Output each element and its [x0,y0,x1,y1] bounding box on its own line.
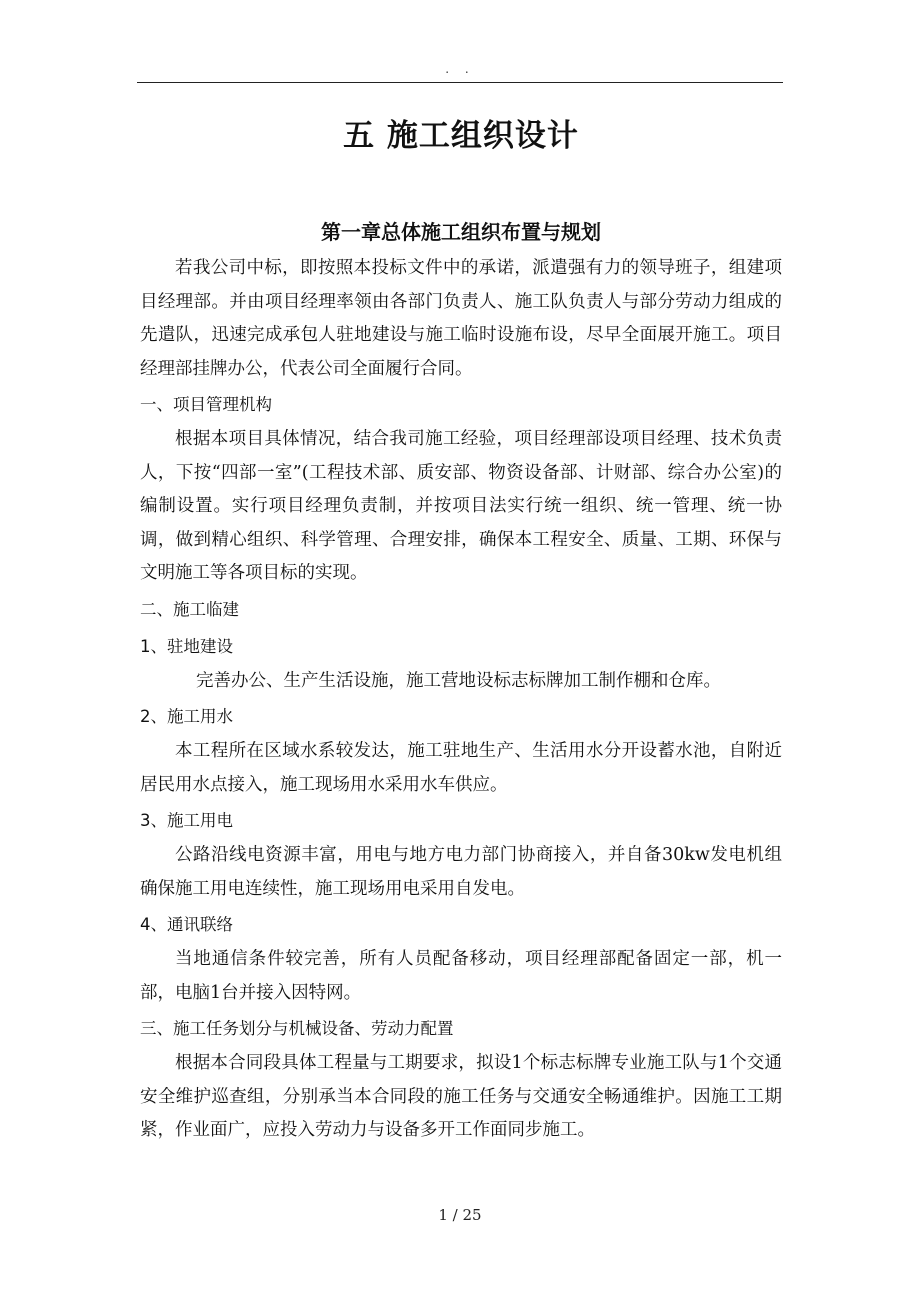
water-paragraph: 本工程所在区域水系较发达，施工驻地生产、生活用水分开设蓄水池，自附近居民用水点接入，施工现场用水采用水车供应。 [140,741,782,795]
document-body [140,110,782,1148]
header-rule [137,82,783,83]
document-title: 五 施工组织设计 [343,118,579,154]
header-mark: . . [445,62,475,76]
communication-paragraph: 当地通信条件较完善，所有人员配备移动，项目经理部配备固定一部，机一部，电脑1台并接入因特网。 [140,949,782,1003]
camp-paragraph: 完善办公、生产生活设施，施工营地设标志标牌加工制作棚和仓库。 [196,670,721,691]
section-heading-temporary-works: 二、施工临建 [140,599,239,619]
section-heading-management: 一、项目管理机构 [140,395,272,414]
task-allocation-paragraph: 根据本合同段具体工程量与工期要求，拟设1个标志标牌专业施工队与1个交通安全维护巡查组，分别承当本合同段的施工任务与交通安全畅通维护。因施工工期紧，作业面广，应投入劳动力与设备多开工作面同步施工。 [140,1053,782,1140]
subheading-water: 2、施工用水 [140,707,233,726]
chapter-title: 第一章总体施工组织布置与规划 [321,220,601,244]
management-paragraph: 根据本项目具体情况，结合我司施工经验，项目经理部设项目经理、技术负责人，下按“四部一室”(工程技术部、质安部、物资设备部、计财部、综合办公室)的编制设置。实行项目经理负责制，并按项目法实行统一组织、统一管理、统一协调，做到精心组织、科学管理、合理安排，确保本工程安全、质量、工期、环保与文明施工等各项目标的实现。 [140,429,782,583]
subheading-power: 3、施工用电 [140,811,233,830]
subheading-communication: 4、通讯联络 [140,915,233,934]
subheading-camp: 1、驻地建设 [140,636,233,656]
intro-paragraph: 若我公司中标，即按照本投标文件中的承诺，派遣强有力的领导班子，组建项目经理部。并由项目经理率领由各部门负责人、施工队负责人与部分劳动力组成的先遣队，迅速完成承包人驻地建设与施工临时设施布设，尽早全面展开施工。项目经理部挂牌办公，代表公司全面履行合同。 [140,258,782,379]
page-number: 1 / 25 [438,1206,482,1224]
section-heading-task-allocation: 三、施工任务划分与机械设备、劳动力配置 [140,1019,454,1038]
power-paragraph: 公路沿线电资源丰富，用电与地方电力部门协商接入，并自备30kw发电机组确保施工用电连续性，施工现场用电采用自发电。 [140,845,782,899]
